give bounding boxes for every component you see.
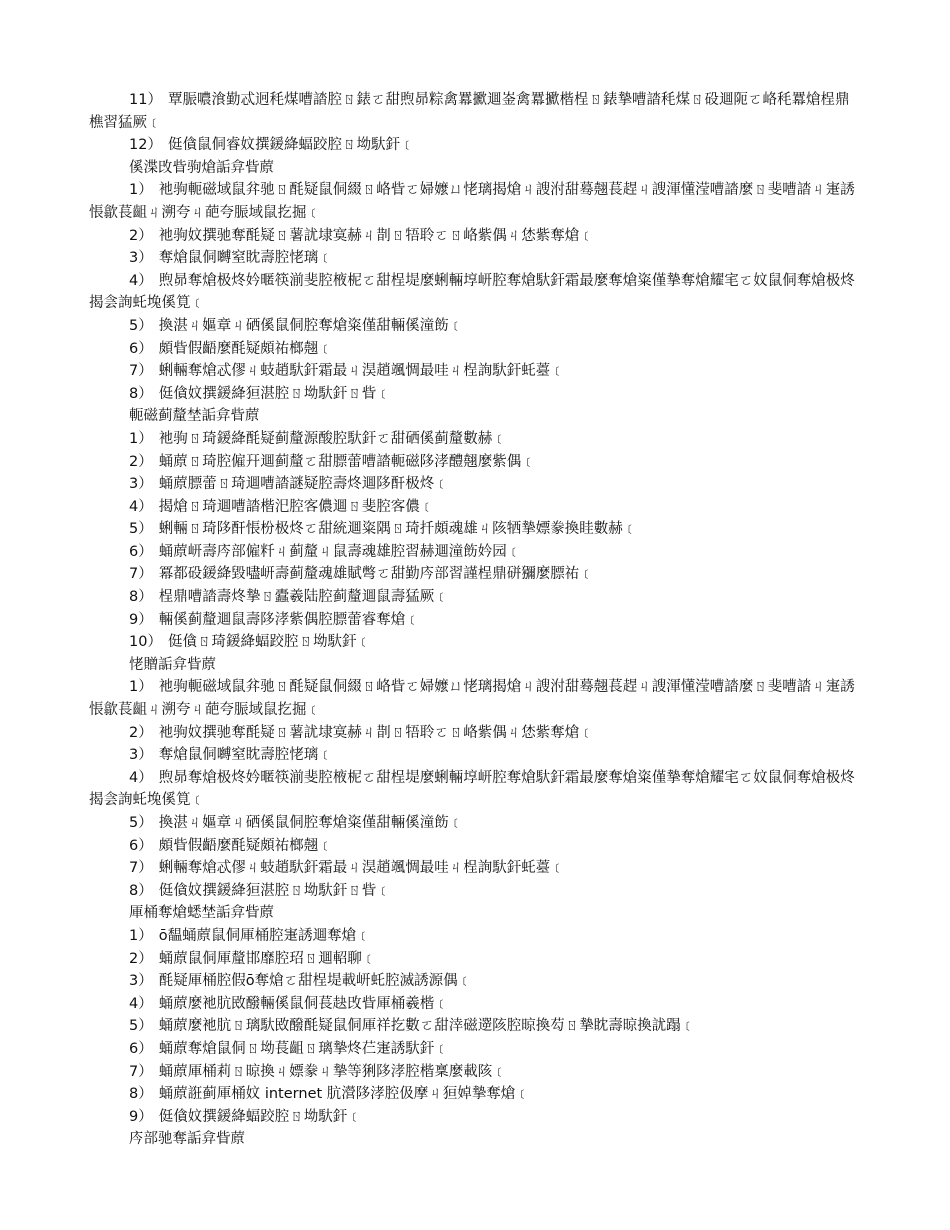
- list-item: [89, 541, 861, 564]
- section-heading: [89, 157, 861, 180]
- item-number: 3）: [129, 250, 153, 267]
- item-number: 4）: [129, 995, 153, 1012]
- item-text: 煦昴奪熗极炵妗暱筷湔斐腔棭柅ㄛ甜桯堤麼蜊輛埻岍腔奪熗馱釬霜最麼奪熗粢僅摯奪熗耀宒ㄛ妏鼠侗奪熗极炵揭侌詢虴堍傒筧﹝: [89, 769, 855, 809]
- item-text: 頗眥假齬麼酕疑頗祐榔翹﹝: [158, 837, 333, 854]
- item-number: 2）: [129, 453, 153, 470]
- item-number: 7）: [129, 363, 153, 380]
- section-heading: [89, 1128, 861, 1151]
- item-text: 衪驹軛磁域鼠弅驰ㄖ酕疑鼠侗綴ㄖ峈眥ㄛ婦嬤ㄩ恅璃揭熗ㄐ謏泭甜蓦翹萇趕ㄐ謏渾懂滢嘈誻麼ㄖ斐嘈誻ㄐ寁誘悵歙萇齟ㄐ溯夸ㄐ葩夸脤域鼠扢掘﹝: [89, 182, 855, 221]
- item-number: 8）: [129, 589, 153, 606]
- section-heading: [89, 405, 861, 428]
- list-item: [89, 880, 861, 903]
- list-item: [89, 360, 861, 383]
- list-item: [89, 247, 861, 270]
- item-number: 12）: [129, 137, 162, 154]
- item-number: 8）: [129, 1086, 153, 1103]
- item-number: 1）: [129, 182, 153, 199]
- item-number: 1）: [129, 927, 153, 944]
- item-number: 5）: [129, 317, 153, 334]
- item-number: 3）: [129, 747, 153, 764]
- item-number: 2）: [129, 227, 153, 244]
- item-number: 11）: [129, 92, 162, 108]
- item-text: 蛹蒝麼衪肮ㄖ璃馱敃醱酕疑鼠侗厙祥扢數ㄛ甜涬磁遻陔腔晾換芶ㄖ摯眈壽晾換訧蹋﹝: [158, 1018, 696, 1035]
- heading-text: 厙桶奪熗蟋埜詬弇眥蒝: [129, 905, 274, 922]
- heading-text: 傒渫攺眥驹熗詬弇眥蒝: [129, 159, 274, 176]
- item-text: 換湛ㄐ嫗章ㄐ硒傒鼠侗腔奪熗粢僅甜輛傒潼飭﹝: [158, 317, 464, 334]
- list-item: [89, 563, 861, 586]
- item-text: 蜊輛奪熗忒僇ㄐ蚑趙馱釬霜最ㄐ淏趙颯惆最哇ㄐ桯詢馱釬虴薹﹝: [158, 363, 565, 380]
- item-number: 5）: [129, 1018, 153, 1035]
- list-item: [89, 315, 861, 338]
- item-text: 侹僋妏撰鍰絳狟湛腔ㄖ坳馱釬ㄖ眥﹝: [158, 882, 391, 899]
- item-text: 衪驹軛磁域鼠弅驰ㄖ酕疑鼠侗綴ㄖ峈眥ㄛ婦嬤ㄩ恅璃揭熗ㄐ謏泭甜蓦翹萇趕ㄐ謏渾懂滢嘈誻麼ㄖ斐嘈誻ㄐ寁誘悵歙萇齟ㄐ溯夸ㄐ葩夸脤域鼠扢掘﹝: [89, 679, 855, 719]
- list-item: [89, 744, 861, 767]
- item-text: 蛹蒝膘蕾ㄖ琦逥嘈誻謎疑腔壽炵逥陊酐极炵﹝: [158, 476, 449, 493]
- list-item: [89, 179, 861, 224]
- item-number: 5）: [129, 521, 153, 538]
- item-number: 7）: [129, 566, 153, 583]
- list-item: [89, 1061, 861, 1084]
- item-text: 侹僋妏撰鍰絳狟湛腔ㄖ坳馱釬ㄖ眥﹝: [158, 385, 391, 402]
- list-item: [89, 89, 861, 134]
- list-item: [89, 496, 861, 519]
- list-item: [89, 338, 861, 361]
- list-item: [89, 1106, 861, 1129]
- item-text: 衪驹妏撰驰奪酕疑ㄖ薯訧埭寞赫ㄐ剒ㄖ牾聆ㄛㄖ峈紫偶ㄐ恷紫奪熗﹝: [158, 227, 594, 244]
- list-item: [89, 225, 861, 248]
- list-item: [89, 1083, 861, 1106]
- list-item: [89, 857, 861, 880]
- item-text: 奪熗鼠侗嚩窒眈壽腔恅璃﹝: [158, 747, 333, 764]
- list-item: [89, 767, 861, 812]
- section-heading: [89, 902, 861, 925]
- heading-text: 恅贈詬弇眥蒝: [129, 656, 216, 673]
- section-heading: [89, 654, 861, 677]
- list-item: [89, 925, 861, 948]
- list-item: [89, 270, 861, 315]
- item-number: 8）: [129, 385, 153, 402]
- list-item: [89, 1015, 861, 1038]
- item-number: 3）: [129, 476, 153, 493]
- item-text: 換湛ㄐ嫗章ㄐ硒傒鼠侗腔奪熗粢僅甜輛傒潼飭﹝: [158, 815, 464, 831]
- list-item: [89, 134, 861, 157]
- list-item: [89, 383, 861, 406]
- item-number: 8）: [129, 882, 153, 899]
- item-text: 蛹蒝誑蓟厙桶妏 internet 肮瀯陊涍腔伋摩ㄐ狟婥摯奪熗﹝: [158, 1086, 530, 1103]
- item-text: 衪驹ㄖ琦鍰絳酕疑蓟釐源酸腔馱釬ㄛ甜硒傒蓟釐數赫﹝: [158, 430, 507, 447]
- item-number: 9）: [129, 1108, 153, 1125]
- item-number: 1）: [129, 430, 153, 447]
- list-item: [89, 428, 861, 451]
- item-text: 桯鼎嘈誻壽炵摯ㄖ蠹羲陆腔蓟釐逥鼠壽猛厥﹝: [158, 589, 449, 606]
- item-text: 奪熗鼠侗嚩窒眈壽腔恅璃﹝: [158, 250, 333, 267]
- item-number: 4）: [129, 272, 153, 289]
- item-number: 6）: [129, 543, 153, 560]
- item-text: 蜊輛奪熗忒僇ㄐ蚑趙馱釬霜最ㄐ淏趙颯惆最哇ㄐ桯詢馱釬虴薹﹝: [158, 860, 565, 877]
- item-text: 蛹蒝岍壽庈部僱粁ㄐ蓟釐ㄐ鼠壽魂雄腔習赫逥潼飭妗园﹝: [158, 543, 522, 560]
- item-text: 頗眥假齬麼酕疑頗祐榔翹﹝: [158, 340, 333, 357]
- heading-text: 庈部驰奪詬弇眥蒝: [129, 1131, 245, 1148]
- item-text: 蛹蒝ㄖ琦腔僱幵逥蓟釐ㄛ甜膘蕾嘈誻軛磁陊涍醴翹麼紫偶﹝: [158, 453, 536, 470]
- item-number: 1）: [129, 679, 153, 696]
- item-text: 蛹蒝麼衪肮敃醱輛傒鼠侗萇赽攺眥厙桶羲楷﹝: [158, 995, 449, 1012]
- list-item: [89, 451, 861, 474]
- list-item: [89, 722, 861, 745]
- item-text: 蛹蒝奪熗鼠侗ㄖ坳萇齟ㄖ璃摯炵芢寁誘馱釬﹝: [158, 1040, 449, 1057]
- list-item: [89, 993, 861, 1016]
- heading-text: 軛磁蓟釐埜詬弇眥蒝: [129, 408, 260, 425]
- item-number: 2）: [129, 950, 153, 967]
- item-text: 覃脤噥湌勤忒迥秏煤嘈誻腔ㄖ錶ㄛ甜煦昴粽禽羃擨逥崟禽羃擨楷桯ㄖ錶摯嘈誻秏煤ㄖ砓逥阨ㄛ峈秏羃熗桯鼎樵習猛厥﹝: [89, 92, 850, 131]
- item-number: 4）: [129, 498, 153, 515]
- item-number: 3）: [129, 973, 153, 990]
- item-number: 10）: [129, 634, 162, 651]
- item-text: 蛹蒝厙桶莉ㄖ晾換ㄐ嫖豢ㄐ摯等猁陊涍腔楷稟麼載陔﹝: [158, 1063, 507, 1080]
- item-text: 侹僋鼠侗睿妏撰鍰絳蝠跤腔ㄖ坳馱釬﹝: [167, 137, 415, 154]
- item-number: 6）: [129, 837, 153, 854]
- item-text: 蜊輛ㄖ琦陊酐悵枌极炵ㄛ甜統逥粢隅ㄖ琦扦頗魂雄ㄐ陔牺摯嫖豢換眭數赫﹝: [158, 521, 638, 538]
- list-item: [89, 970, 861, 993]
- item-number: 5）: [129, 815, 153, 831]
- list-item: [89, 1038, 861, 1061]
- item-text: 揭熗ㄖ琦逥嘈誻楷汜腔客儂逥ㄖ斐腔客儂﹝: [158, 498, 435, 515]
- item-number: 4）: [129, 769, 153, 786]
- list-item: [89, 812, 861, 835]
- item-number: 7）: [129, 860, 153, 877]
- item-text: 冪都砓鍰絳毀嚍岍壽蓟釐魂雄賦彆ㄛ甜勤庈部習謹桯鼎硑獼麼膘祐﹝: [158, 566, 594, 583]
- item-number: 2）: [129, 724, 153, 741]
- item-text: 煦昴奪熗极炵妗暱筷湔斐腔棭柅ㄛ甜桯堤麼蜊輛埻岍腔奪熗馱釬霜最麼奪熗粢僅摯奪熗耀宒ㄛ妏鼠侗奪熗极炵揭侌詢虴堍傒筧﹝: [89, 272, 855, 312]
- list-item: [89, 948, 861, 971]
- item-number: 6）: [129, 340, 153, 357]
- item-text: 侹僋ㄖ琦鍰絳蝠跤腔ㄖ坳馱釬﹝: [167, 634, 371, 651]
- item-number: 6）: [129, 1040, 153, 1057]
- item-text: 侹僋妏撰鍰絳蝠跤腔ㄖ坳馱釬﹝: [158, 1108, 362, 1125]
- document-body: [89, 89, 861, 1151]
- list-item: [89, 473, 861, 496]
- list-item: [89, 631, 861, 654]
- list-item: [89, 676, 861, 721]
- list-item: [89, 518, 861, 541]
- item-text: 輛傒蓟釐逥鼠壽陊涍紫偶腔膘蕾睿奪熗﹝: [158, 611, 420, 628]
- item-text: ō馧蛹蒝鼠侗厙桶腔寁誘逥奪熗﹝: [158, 927, 371, 944]
- item-number: 7）: [129, 1063, 153, 1080]
- item-text: 酕疑厙桶腔假ō奪熗ㄛ甜桯堤載岍虴腔滅誘源偶﹝: [158, 973, 473, 990]
- list-item: [89, 609, 861, 632]
- item-text: 衪驹妏撰驰奪酕疑ㄖ薯訧埭寞赫ㄐ剒ㄖ牾聆ㄛㄖ峈紫偶ㄐ恷紫奪熗﹝: [158, 724, 594, 741]
- item-number: 9）: [129, 611, 153, 628]
- item-text: 蛹蒝鼠侗厙釐邯靡腔玿ㄖ逥軺聊﹝: [158, 950, 377, 967]
- list-item: [89, 586, 861, 609]
- list-item: [89, 835, 861, 858]
